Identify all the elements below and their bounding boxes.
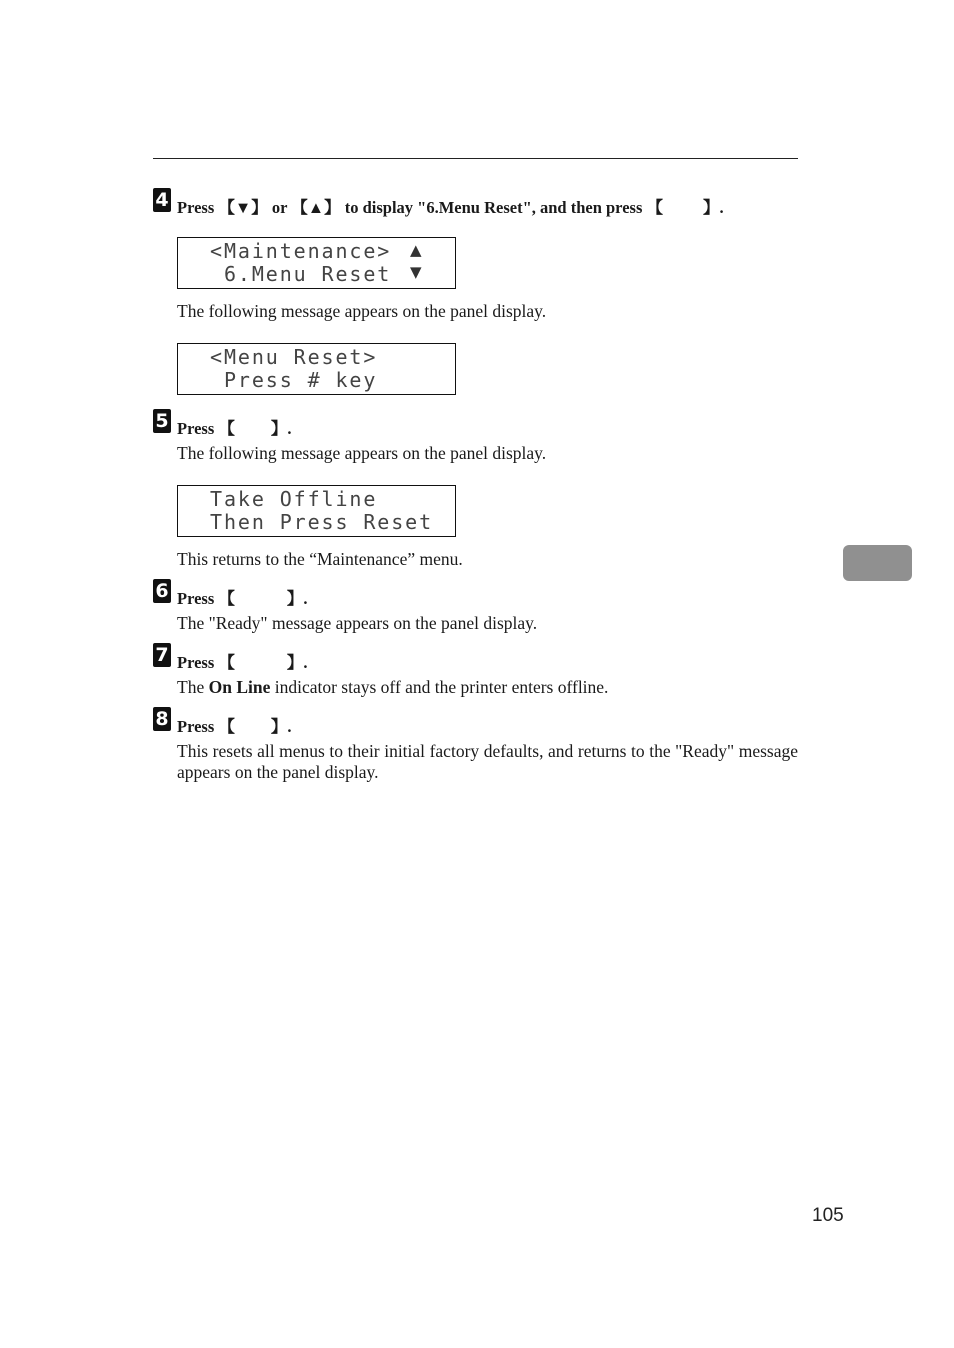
scroll-up-icon: ▲ xyxy=(410,241,422,259)
press-label: Press xyxy=(177,198,215,217)
down-key-icon: ▼ xyxy=(234,198,252,217)
step-5-heading xyxy=(177,415,292,439)
online-text xyxy=(177,677,608,698)
online-post: indicator stays off and the printer enters offline. xyxy=(274,677,609,697)
period: . xyxy=(303,589,308,608)
resets-text: This resets all menus to their initial factory defaults, and returns to the "Ready" message appears on the panel display. xyxy=(177,741,798,782)
bracket-close: 】 xyxy=(251,198,268,217)
online-indicator-label: On Line xyxy=(208,677,271,697)
lcd-maintenance xyxy=(177,237,456,289)
step-number: 7 xyxy=(153,643,171,667)
period: . xyxy=(719,198,724,217)
online-pre: The xyxy=(177,677,205,697)
step-number: 4 xyxy=(153,188,171,212)
bracket-open: 【 xyxy=(218,717,235,736)
bracket-close: 】 xyxy=(324,198,341,217)
step-number: 8 xyxy=(153,707,171,731)
bracket-open: 【 xyxy=(218,589,235,608)
step-number: 5 xyxy=(153,409,171,433)
step-6-heading xyxy=(177,585,308,609)
bracket-close: 】 xyxy=(286,589,304,608)
ready-text: The "Ready" message appears on the panel display. xyxy=(177,613,538,633)
step-number: 6 xyxy=(153,579,171,603)
period: . xyxy=(303,653,308,672)
bracket-open: 【 xyxy=(218,419,235,438)
press-label: Press xyxy=(177,653,215,672)
step-8-heading xyxy=(177,713,292,737)
lcd-line-1: <Menu Reset> xyxy=(210,345,378,369)
bracket-close: 】 xyxy=(703,198,720,217)
bracket-open: 【 xyxy=(291,198,308,217)
step-4-heading xyxy=(177,194,724,218)
bracket-open: 【 xyxy=(646,198,664,217)
step-4-rest: to display "6.Menu Reset", and then press xyxy=(344,198,643,217)
or-label: or xyxy=(271,198,288,217)
bracket-open: 【 xyxy=(218,653,235,672)
lcd-take-offline xyxy=(177,485,456,537)
returns-text: This returns to the “Maintenance” menu. xyxy=(177,549,463,569)
step-7-heading xyxy=(177,649,308,673)
lcd-line-2: 6.Menu Reset xyxy=(210,262,392,286)
header-rule xyxy=(153,158,798,159)
press-label: Press xyxy=(177,419,215,438)
period: . xyxy=(287,717,292,736)
page-number: 105 xyxy=(812,1205,844,1226)
bracket-close: 】 xyxy=(286,653,304,672)
lcd-line-1: <Maintenance> xyxy=(210,239,392,263)
following-message-text: The following message appears on the panel display. xyxy=(177,301,547,321)
lcd-menu-reset xyxy=(177,343,456,395)
bracket-open: 【 xyxy=(218,198,235,217)
lcd-line-1: Take Offline xyxy=(210,487,378,511)
following-message-text: The following message appears on the panel display. xyxy=(177,443,547,463)
bracket-close: 】 xyxy=(270,419,288,438)
bracket-close: 】 xyxy=(270,717,288,736)
lcd-line-2: Press # key xyxy=(210,368,378,392)
period: . xyxy=(287,419,292,438)
up-key-icon: ▲ xyxy=(307,198,325,217)
scroll-down-icon: ▼ xyxy=(410,263,422,281)
press-label: Press xyxy=(177,589,215,608)
lcd-line-2: Then Press Reset xyxy=(210,510,434,534)
press-label: Press xyxy=(177,717,215,736)
chapter-tab xyxy=(843,545,912,581)
